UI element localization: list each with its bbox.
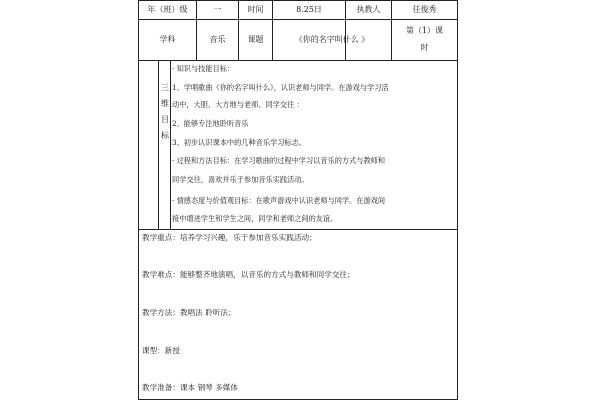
- topic-label: 课题: [247, 35, 264, 44]
- lesson-count-line1: 第（1）课: [405, 26, 444, 35]
- lesson-plan-table: [138, 0, 458, 400]
- subject-label: 学科: [159, 35, 176, 44]
- col-rule-left: [138, 0, 139, 400]
- time-label: 时间: [247, 5, 264, 14]
- row-rule-3: [138, 229, 458, 230]
- goals-label-rule-2: [170, 60, 171, 229]
- goal-line-7: 同学交往，喜欢并乐于参加音乐实践活动。: [172, 175, 309, 184]
- teacher-label: 执教人: [356, 5, 381, 14]
- goal-line-2: 1、学唱歌曲《你的名字叫什么》，认识老师与同学。在游戏与学习活: [172, 83, 389, 92]
- lesson-type: 课型：新授: [142, 346, 180, 355]
- goal-line-4: 2、能够专注地聆听音乐: [172, 119, 249, 128]
- goals-label-rule: [158, 60, 159, 229]
- goal-line-1: · 知识与技能目标：: [172, 64, 235, 73]
- row-rule-2: [138, 60, 458, 61]
- class-label: 年（班）级: [147, 5, 188, 14]
- row-rule-1: [138, 19, 458, 20]
- class-value: 一: [213, 5, 222, 14]
- goal-line-3: 动中，大胆、大方地与老师、同学交往 ：: [172, 100, 304, 109]
- goals-side-label: 三维目标: [161, 83, 169, 140]
- goal-line-6: · 过程和方法目标：在学习歌曲的过程中学习以音乐的方式与教师和: [172, 156, 386, 165]
- teacher-value: 任俊秀: [412, 5, 437, 14]
- lesson-count-line2: 时: [420, 43, 429, 52]
- row-rule-top: [138, 0, 458, 1]
- goal-line-5: 3、初步认识课本中的几种音乐学习标志。: [172, 138, 306, 147]
- difficulty: 教学难点：能够整齐地演唱，以音乐的方式与教师和同学交往；: [142, 270, 355, 279]
- subject-value: 音乐: [209, 35, 226, 44]
- topic-value: 《你的名字叫什么 》: [294, 35, 370, 44]
- col-rule-right: [457, 0, 458, 400]
- teaching-methods: 教学方法：教唱法 聆听法；: [142, 308, 236, 317]
- goal-line-8: · 情感态度与价值观目标：在歌声游戏中认识老师与同学。在游戏间: [172, 196, 386, 205]
- time-value: 8.25日: [296, 5, 322, 14]
- goal-line-9: 接中增进学生和学生之间，同学和老师之间的友谊。: [172, 214, 338, 223]
- key-point: 教学重点：培养学习兴趣，乐于参加音乐实践活动；: [142, 233, 317, 242]
- preparation: 教学准备：课本 钢琴 多媒体: [142, 383, 238, 392]
